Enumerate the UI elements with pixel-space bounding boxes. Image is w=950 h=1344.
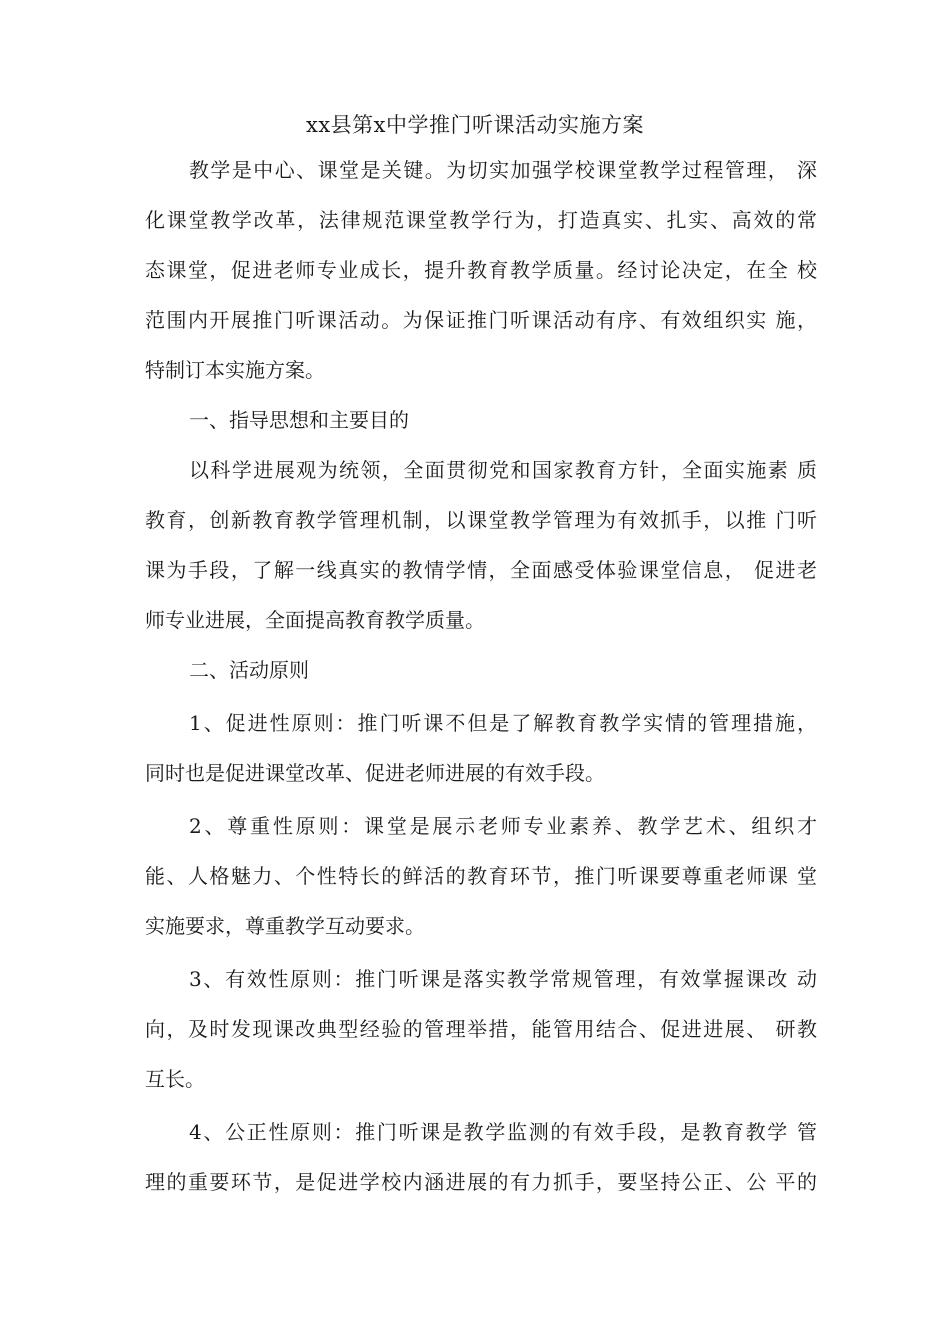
paragraph-line: 同时也是促进课堂改革、促进老师进展的有效手段。 <box>145 761 605 785</box>
paragraph-line: 以科学进展观为统领，全面贯彻党和国家教育方针，全面实施素 质 <box>189 458 817 482</box>
section-heading: 一、指导思想和主要目的 <box>189 408 409 432</box>
paragraph-line: 3、有效性原则：推门听课是落实教学常规管理，有效掌握课改 动 <box>189 967 817 991</box>
paragraph-line: 2、尊重性原则：课堂是展示老师专业素养、教学艺术、组织才 <box>189 814 817 838</box>
paragraph-line: 态课堂，促进老师专业成长，提升教育教学质量。经讨论决定，在全 校 <box>145 258 817 282</box>
paragraph-line: 课为手段，了解一线真实的教情学情，全面感受体验课堂信息， 促进老 <box>145 558 817 582</box>
paragraph-line: 化课堂教学改革，法律规范课堂教学行为，打造真实、扎实、高效的常 <box>145 208 817 232</box>
paragraph-line: 教学是中心、课堂是关键。为切实加强学校课堂教学过程管理， 深 <box>189 158 817 182</box>
paragraph-line: 4、公正性原则：推门听课是教学监测的有效手段，是教育教学 管 <box>189 1120 817 1144</box>
paragraph-line: 互长。 <box>145 1067 205 1091</box>
document-title: xx县第x中学推门听课活动实施方案 <box>305 113 645 137</box>
paragraph-line: 实施要求，尊重教学互动要求。 <box>145 914 425 938</box>
paragraph-line: 能、人格魅力、个性特长的鲜活的教育环节，推门听课要尊重老师课 堂 <box>145 864 817 888</box>
paragraph-line: 理的重要环节，是促进学校内涵进展的有力抓手，要坚持公正、公 平的 <box>145 1170 817 1194</box>
paragraph-line: 特制订本实施方案。 <box>145 358 325 382</box>
paragraph-line: 范围内开展推门听课活动。为保证推门听课活动有序、有效组织实 施， <box>145 308 817 332</box>
paragraph-line: 1、促进性原则：推门听课不但是了解教育教学实情的管理措施， <box>189 711 817 735</box>
paragraph-line: 向，及时发现课改典型经验的管理举措，能管用结合、促进进展、 研教 <box>145 1017 817 1041</box>
paragraph-line: 教育，创新教育教学管理机制，以课堂教学管理为有效抓手，以推 门听 <box>145 508 817 532</box>
section-heading: 二、活动原则 <box>189 658 309 682</box>
paragraph-line: 师专业进展，全面提高教育教学质量。 <box>145 608 485 632</box>
